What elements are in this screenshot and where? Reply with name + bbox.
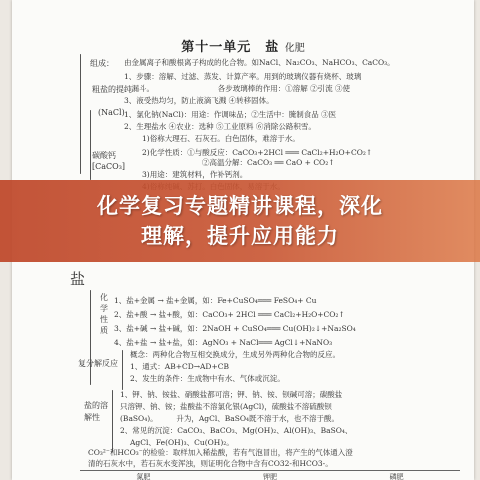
- table-header-cell: 钾肥: [207, 471, 334, 480]
- text-line: 、漏斗。 各步玻璃棒的作用：①溶解 ②引流 ③使: [124, 84, 351, 93]
- text-line: 3、液受热均匀，防止液滴飞溅 ④转移固体。: [124, 96, 274, 105]
- text-line: 只溶钾、钠、铵；盐酸盐不溶氯化银(AgCl)，硫酸盐不溶硫酸钡: [120, 402, 332, 411]
- label-caco3-formula: [CaCO₃]: [92, 162, 126, 171]
- text-line: 1、氯化钠(NaCl)：用途：作调味品；②生活中：腌制食品 ③医: [124, 110, 337, 119]
- label-salt: 盐: [70, 270, 86, 288]
- page-title: 第十一单元 盐 化肥: [181, 40, 305, 55]
- text-line: 1)俗称大理石、石灰石。白色固体，难溶于水。: [142, 134, 300, 143]
- label-solubility-2: 解性: [84, 413, 100, 422]
- brace: [112, 390, 113, 452]
- table-header-cell: 氮肥: [80, 471, 207, 480]
- text-line: 2、常见的沉淀：CaCO₃、BaCO₃、Mg(OH)₂、Al(OH)₃、BaSO₄、: [120, 426, 353, 435]
- brace: [80, 54, 81, 174]
- text-line: 清的石灰水中，若石灰水变浑浊，则证明化合物中含有CO32-和HCO3-。: [88, 459, 333, 468]
- text-line: 2)化学性质：①与酸反应：CaCO₃+2HCl ═══ CaCl₂+H₂O+CO₂↑: [142, 148, 373, 157]
- text-line: 2、发生的条件：生成物中有水、气体或沉淀。: [130, 374, 285, 383]
- text-line: 概念：两种化合物互相交换成分，生成另外两种化合物的反应。: [130, 350, 340, 359]
- text-line: 3)用途：建筑材料，作补钙剂。: [142, 170, 248, 179]
- text-line: 1、步骤：溶解、过滤、蒸发、计算产率。用到的玻璃仪器有烧杯、玻璃: [124, 72, 362, 81]
- text-line: 3、盐+碱 → 盐+碱，如：2NaOH + CuSO₄═══ Cu(OH)₂↓+Na₂SO₄: [114, 324, 356, 333]
- table-header-cell: 磷肥: [333, 471, 460, 480]
- label-chem-nature: 化学性质: [100, 293, 108, 335]
- text-line: CO₃²⁻和HCO₃⁻的检验：取样加入稀盐酸，若有气泡冒出，将产生的气体通入澄: [88, 448, 353, 457]
- label-solubility: 盐的溶: [84, 401, 108, 410]
- brace: [90, 110, 91, 180]
- label-composition: 组成：: [90, 59, 114, 68]
- text-line: (BaSO₄)。 升为，AgCl、BaSO₄既不溶于水，也不溶于酸。: [120, 414, 340, 423]
- label-metathesis: 复分解反应: [78, 359, 118, 368]
- fertilizer-table: [80, 470, 460, 480]
- text-line: 1、通式：AB+CD→AD+CB: [130, 362, 229, 371]
- label-purify: 粗盐的提纯: [92, 85, 132, 94]
- brace: [90, 290, 91, 385]
- label-nacl: (NaCl): [98, 108, 125, 117]
- text-line: 由金属离子和酸根离子构成的化合物。如NaCl、Na₂CO₃、NaHCO₃、CaCO₃。: [124, 58, 395, 67]
- text-line: 2、盐+酸 → 盐+酸，如：CaCO₃+ 2HCl ═══ CaCl₂+H₂O+CO₂↑: [114, 310, 345, 319]
- text-line: 1、盐+金属 → 盐+金属，如：Fe+CuSO₄═══ FeSO₄+ Cu: [114, 296, 317, 305]
- text-line: 1、钾、钠、铵盐、硝酸盐都可溶；钾、钠、铵、钡碱可溶；碳酸盐: [120, 390, 343, 399]
- text-line: 2、生理盐水 ④农业：选种 ⑤工业原料 ⑥消除公路积雪。: [124, 122, 316, 131]
- text-line: 4、盐+盐 → 盐+盐，如：AgNO₃ + NaCl═══ AgCl↓+NaNO₃: [114, 338, 333, 347]
- table-row: [80, 471, 460, 480]
- text-line: ②高温分解：CaCO₃ ══ CaO + CO₂↑: [202, 158, 335, 167]
- title-banner: [0, 180, 480, 262]
- banner-line-2: 理解，提升应用能力: [141, 224, 339, 248]
- label-caco3: 碳酸钙: [92, 151, 116, 160]
- text-line: AgCl、Fe(OH)₃、Cu(OH)₂。: [130, 438, 234, 447]
- brace: [122, 350, 123, 390]
- banner-line-1: 化学复习专题精讲课程，深化: [97, 194, 383, 218]
